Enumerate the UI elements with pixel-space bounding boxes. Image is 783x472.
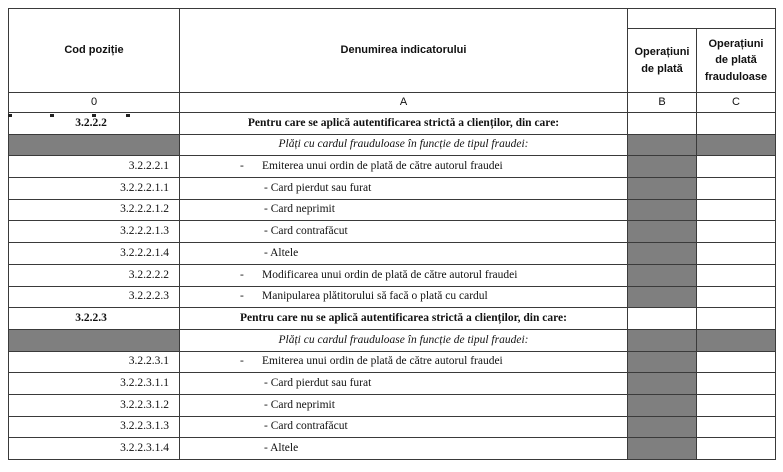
row-code: 3.2.2.2.1.1 [9, 178, 180, 200]
row-indicator-name: - Card contrafăcut [180, 221, 628, 243]
table-body [9, 113, 776, 460]
row-value-c[interactable] [697, 286, 776, 308]
row-value-b [628, 243, 697, 265]
row-code: 3.2.2.3.1.1 [9, 373, 180, 395]
corner-tick [50, 114, 54, 117]
corner-tick [8, 114, 12, 117]
row-value-b [628, 394, 697, 416]
row-code: 3.2.2.2.2 [9, 264, 180, 286]
row-value-b [628, 178, 697, 200]
table-row [9, 113, 776, 135]
row-value-c[interactable] [697, 308, 776, 330]
row-code: 3.2.2.2.1.2 [9, 199, 180, 221]
row-code: 3.2.2.2.1 [9, 156, 180, 178]
row-value-c[interactable] [697, 178, 776, 200]
row-value-b [628, 221, 697, 243]
row-code [9, 134, 180, 156]
list-dash: - [240, 268, 244, 281]
header-b: Operațiuni de plată [628, 29, 697, 93]
corner-tick [92, 114, 96, 117]
colnum-code: 0 [9, 93, 180, 113]
row-value-c[interactable] [697, 264, 776, 286]
header-c: Operațiuni de plată frauduloase [697, 29, 776, 93]
row-indicator-name: Pentru care nu se aplică autentificarea strictă a clienților, din care: [180, 308, 628, 330]
row-indicator-name: - Card neprimit [180, 199, 628, 221]
row-value-b [628, 156, 697, 178]
row-indicator-name [180, 156, 628, 178]
row-value-c[interactable] [697, 373, 776, 395]
table-row [9, 286, 776, 308]
row-code: 3.2.2.2.1.3 [9, 221, 180, 243]
table-row [9, 134, 776, 156]
table-row [9, 438, 776, 460]
row-value-c[interactable] [697, 351, 776, 373]
row-value-b [628, 329, 697, 351]
row-code: 3.2.2.2.1.4 [9, 243, 180, 265]
table-row [9, 351, 776, 373]
row-value-c [697, 329, 776, 351]
table-row [9, 178, 776, 200]
row-value-c[interactable] [697, 243, 776, 265]
row-indicator-name: Plăți cu cardul frauduloase în funcție de tipul fraudei: [180, 329, 628, 351]
header-code: Cod poziție [9, 9, 180, 93]
row-value-c [697, 134, 776, 156]
list-dash: - [240, 355, 244, 368]
row-code: 3.2.2.3.1 [9, 351, 180, 373]
row-value-b [628, 134, 697, 156]
table-row [9, 199, 776, 221]
row-indicator-text: Manipularea plătitorului să facă o plată cu cardul [262, 290, 488, 303]
row-indicator-name: - Card pierdut sau furat [180, 178, 628, 200]
row-indicator-name: Pentru care se aplică autentificarea strictă a clienților, din care: [180, 113, 628, 135]
table-row [9, 243, 776, 265]
row-value-b [628, 286, 697, 308]
row-value-c[interactable] [697, 156, 776, 178]
row-code: 3.2.2.3.1.3 [9, 416, 180, 438]
row-code: 3.2.2.2.3 [9, 286, 180, 308]
row-code: 3.2.2.3.1.2 [9, 394, 180, 416]
row-value-b[interactable] [628, 113, 697, 135]
table-row [9, 394, 776, 416]
colnum-b: B [628, 93, 697, 113]
table-row [9, 329, 776, 351]
row-code: 3.2.2.3 [9, 308, 180, 330]
indicator-table [8, 8, 776, 460]
table-row [9, 416, 776, 438]
row-value-b [628, 351, 697, 373]
row-value-c[interactable] [697, 438, 776, 460]
table-row [9, 373, 776, 395]
row-value-c[interactable] [697, 199, 776, 221]
header-top-row [9, 9, 776, 29]
header-group-empty [628, 9, 776, 29]
table-row [9, 156, 776, 178]
row-value-b [628, 264, 697, 286]
row-value-c[interactable] [697, 113, 776, 135]
header-name: Denumirea indicatorului [180, 9, 628, 93]
colnum-name: A [180, 93, 628, 113]
corner-tick [126, 114, 130, 117]
colnum-c: C [697, 93, 776, 113]
row-indicator-name [180, 351, 628, 373]
row-indicator-name: - Altele [180, 438, 628, 460]
row-indicator-name [180, 286, 628, 308]
row-code: 3.2.2.3.1.4 [9, 438, 180, 460]
row-code [9, 329, 180, 351]
row-value-b [628, 438, 697, 460]
row-indicator-name [180, 264, 628, 286]
row-value-b [628, 199, 697, 221]
row-indicator-text: Emiterea unui ordin de plată de către autorul fraudei [262, 160, 503, 173]
row-value-b [628, 416, 697, 438]
row-indicator-name: Plăți cu cardul frauduloase în funcție de tipul fraudei: [180, 134, 628, 156]
row-value-b[interactable] [628, 308, 697, 330]
row-code: 3.2.2.2 [9, 113, 180, 135]
row-indicator-name: - Card pierdut sau furat [180, 373, 628, 395]
row-value-b [628, 373, 697, 395]
row-value-c[interactable] [697, 394, 776, 416]
row-value-c[interactable] [697, 416, 776, 438]
row-indicator-name: - Altele [180, 243, 628, 265]
row-indicator-name: - Card contrafăcut [180, 416, 628, 438]
row-indicator-name: - Card neprimit [180, 394, 628, 416]
row-indicator-text: Modificarea unui ordin de plată de către autorul fraudei [262, 268, 518, 281]
list-dash: - [240, 160, 244, 173]
row-value-c[interactable] [697, 221, 776, 243]
table-row [9, 264, 776, 286]
column-number-row [9, 93, 776, 113]
table-row [9, 221, 776, 243]
list-dash: - [240, 290, 244, 303]
table-row [9, 308, 776, 330]
row-indicator-text: Emiterea unui ordin de plată de către autorul fraudei [262, 355, 503, 368]
